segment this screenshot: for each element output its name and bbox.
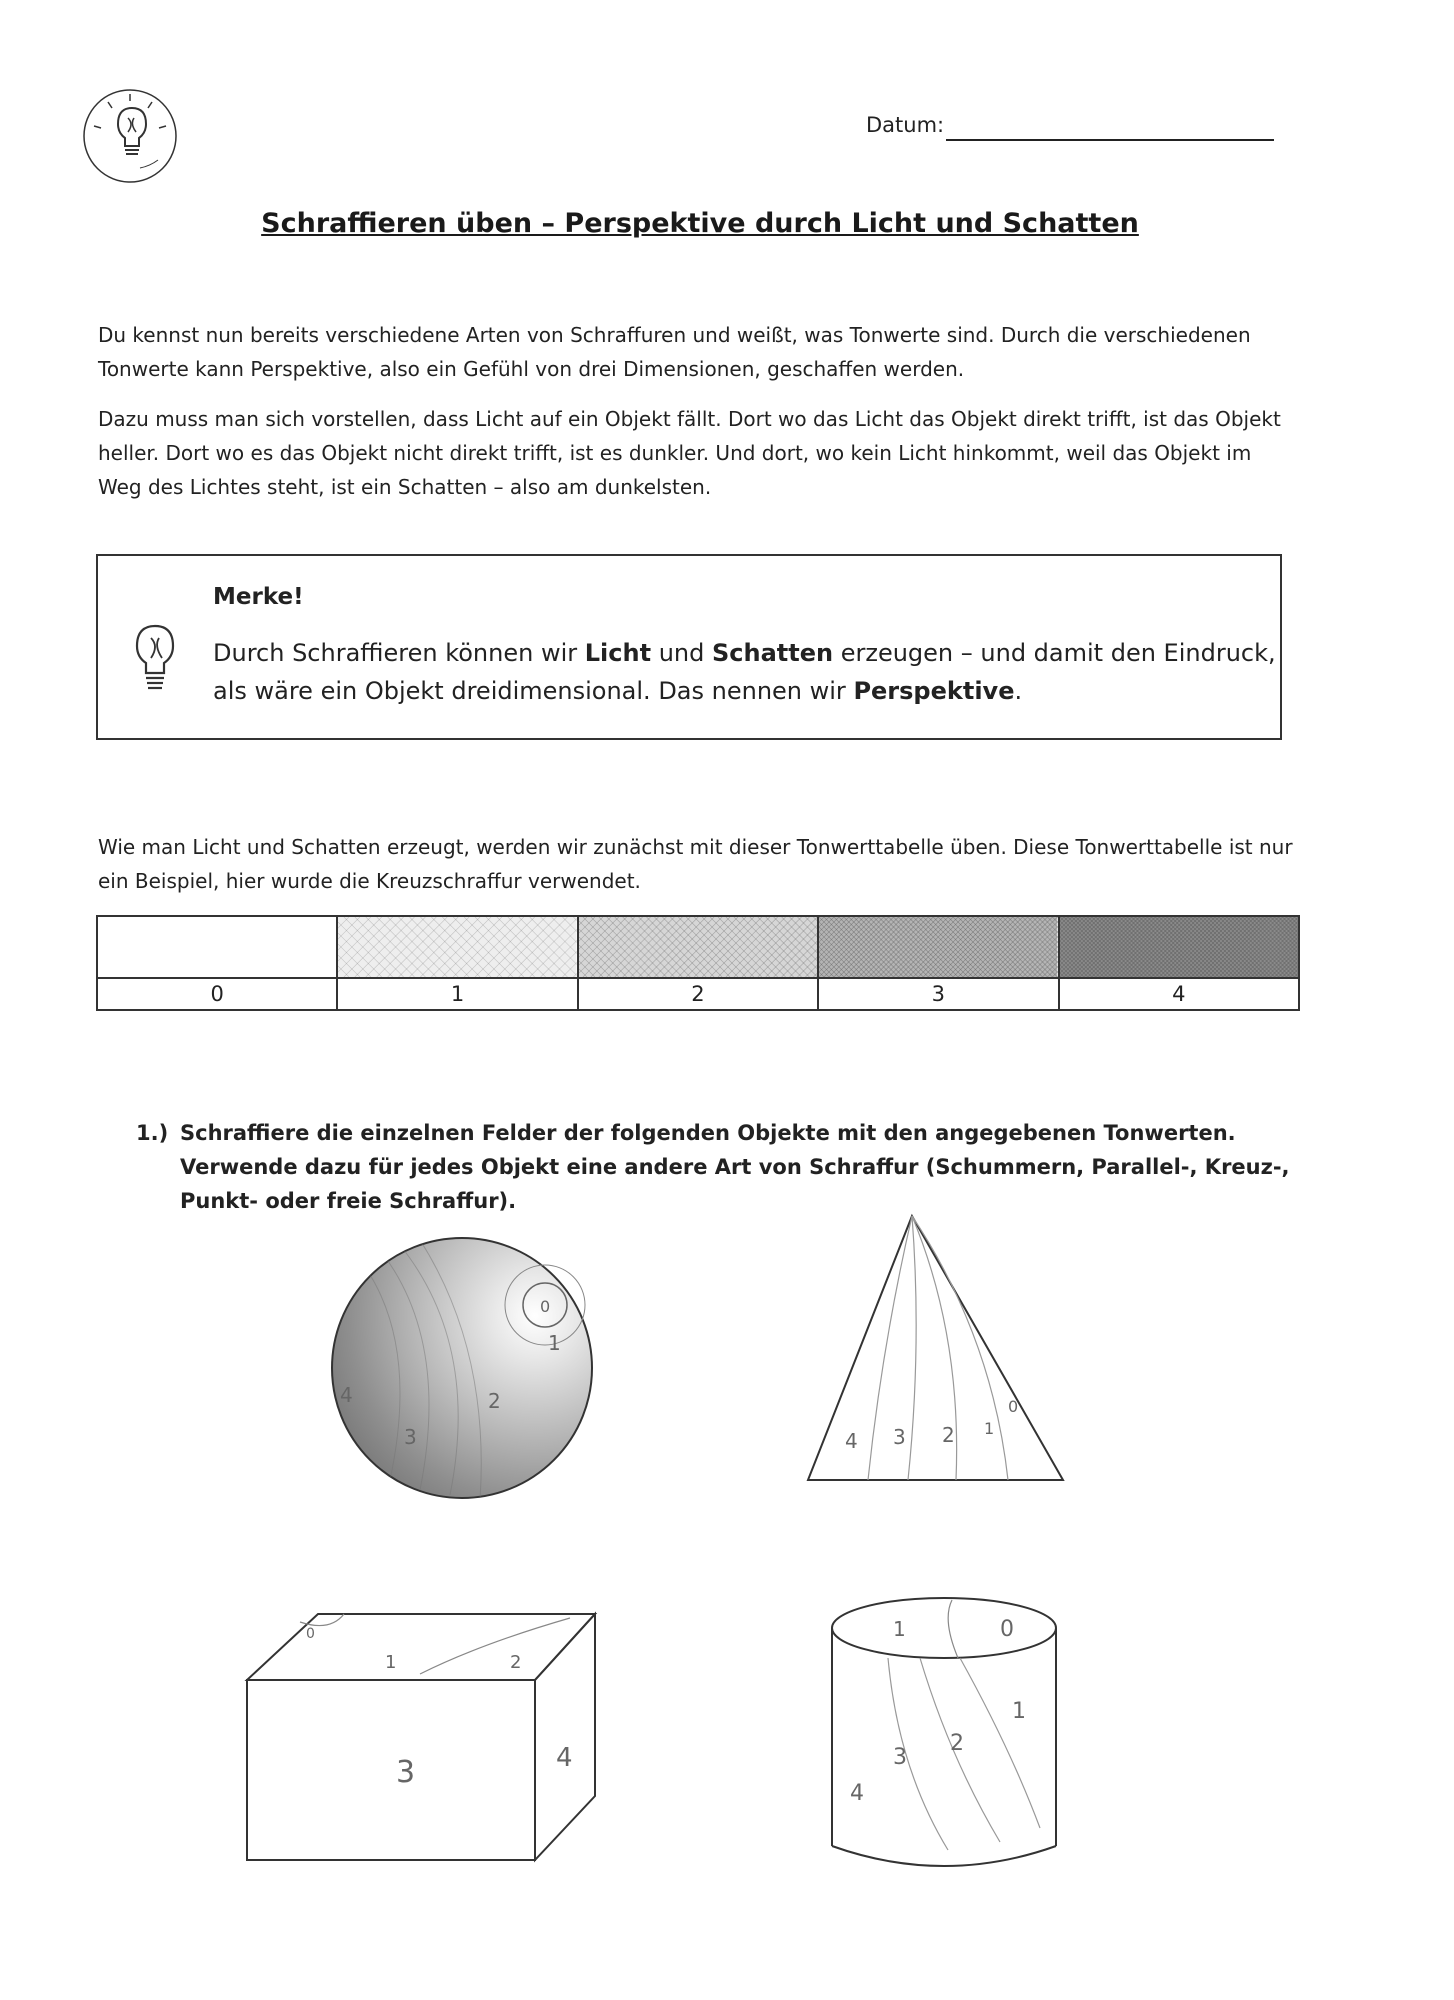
tonwert-intro: Wie man Licht und Schatten erzeugt, werden wir zunächst mit dieser Tonwerttabelle üben. Diese Tonwerttabelle ist nur ein Beispiel, hier wurde die Kreuzschraffur verwendet. (98, 835, 1293, 893)
box-label-2: 2 (510, 1652, 522, 1673)
cone-label-4: 4 (845, 1429, 858, 1453)
box (247, 1614, 595, 1860)
tonwert-value: 3 (818, 978, 1058, 1010)
task-text: Schraffiere die einzelnen Felder der folgenden Objekte mit den angegebenen Tonwerten. Verwende dazu für jedes Objekt eine andere Art von Schraffur (Schummern, Parallel-, Kreuz-, Punkt- oder freie Schraffur). (180, 1121, 1290, 1213)
date-label: Datum: (866, 113, 945, 137)
date-line[interactable] (946, 139, 1274, 141)
tonwert-swatch-1 (337, 916, 577, 978)
cone (808, 1216, 1063, 1480)
cone-label-3: 3 (893, 1425, 906, 1449)
box-label-3: 3 (396, 1755, 416, 1790)
tonwert-value: 4 (1059, 978, 1299, 1010)
page-title: Schraffieren üben – Perspektive durch Licht und Schatten (261, 208, 1139, 239)
cylinder-label-1: 1 (1012, 1699, 1026, 1724)
cone-label-0: 0 (1008, 1397, 1019, 1416)
swatch-fill (1060, 917, 1298, 977)
cylinder-label-2: 2 (950, 1731, 964, 1756)
tonwert-value: 2 (578, 978, 818, 1010)
intro-paragraph-1: Du kennst nun bereits verschiedene Arten von Schraffuren und weißt, was Tonwerte sind. Durch die verschiedenen Tonwerte kann Perspektive, also ein Gefühl von drei Dimensionen, geschaffen werden. (98, 323, 1251, 381)
box-label-0: 0 (306, 1626, 315, 1642)
cylinder-label-top-0: 0 (1000, 1617, 1014, 1642)
cylinder-label-3: 3 (893, 1745, 907, 1770)
swatch-fill (98, 917, 336, 977)
cylinder (832, 1598, 1056, 1866)
sphere-label-1: 1 (548, 1331, 561, 1355)
cylinder-label-top-1: 1 (893, 1617, 906, 1641)
merke-text: Durch Schraffieren können wir Licht und Schatten erzeugen – und damit den Eindruck, als wäre ein Objekt dreidimensional. Das nennen wir Perspektive. (213, 639, 1276, 705)
swatch-fill (579, 917, 817, 977)
shapes-drawing (0, 1200, 1454, 1900)
tonwert-swatch-3 (818, 916, 1058, 978)
box-label-1: 1 (385, 1652, 397, 1673)
tonwert-swatch-4 (1059, 916, 1299, 978)
sphere (332, 1238, 592, 1500)
cylinder-label-4: 4 (850, 1781, 864, 1806)
task-number: 1.) (136, 1121, 169, 1145)
cone-label-2: 2 (942, 1423, 955, 1447)
tonwert-value: 0 (97, 978, 337, 1010)
tonwert-table (96, 915, 1300, 1011)
sphere-label-4: 4 (340, 1383, 353, 1407)
tonwert-swatch-0 (97, 916, 337, 978)
lightbulb-icon (125, 620, 185, 692)
intro-paragraph-2: Dazu muss man sich vorstellen, dass Licht auf ein Objekt fällt. Dort wo das Licht das Objekt direkt trifft, ist das Objekt heller. Dort wo es das Objekt nicht direkt trifft, ist es dunkler. Und dort, wo kein Licht hinkommt, weil das Objekt im Weg des Lichtes steht, ist ein Schatten – also am dunkelsten. (98, 407, 1281, 499)
merke-title: Merke! (213, 584, 304, 610)
tonwert-swatch-2 (578, 916, 818, 978)
sphere-label-3: 3 (404, 1425, 417, 1449)
lightbulb-logo-icon (78, 84, 182, 188)
box-label-4: 4 (556, 1743, 573, 1773)
cone-label-1: 1 (984, 1419, 995, 1438)
tonwert-value: 1 (337, 978, 577, 1010)
sphere-label-2: 2 (488, 1389, 501, 1413)
sphere-label-0: 0 (540, 1297, 551, 1316)
